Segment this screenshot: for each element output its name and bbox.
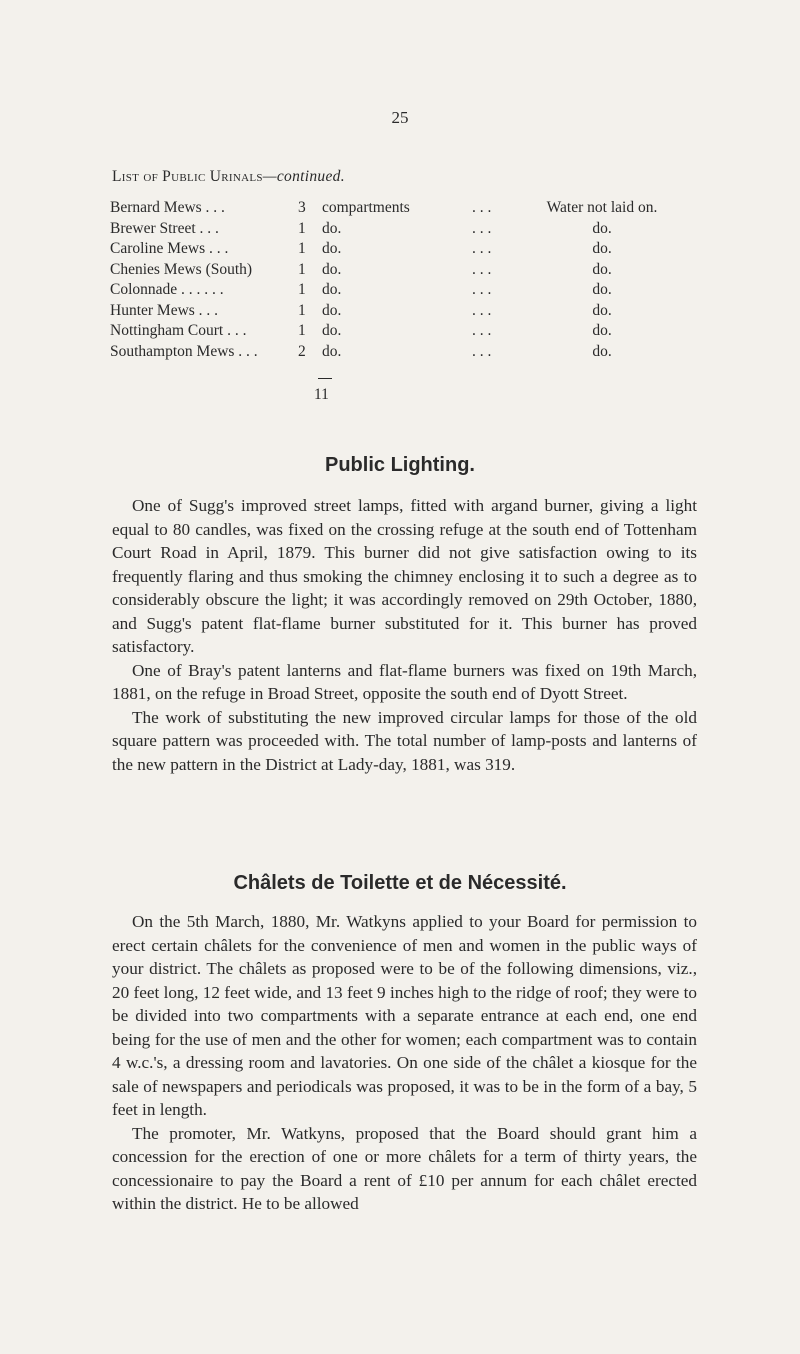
table-row bbox=[110, 219, 678, 240]
paragraph: On the 5th March, 1880, Mr. Watkyns applied to your Board for permission to erect certain châlets for the convenience of men and women in the public ways of your district. The châlets as proposed were to be of the following dimensions, viz., 20 feet long, 12 feet wide, and 13 feet 9 inches high to the ridge of roof; they were to be divided into two compartments with a separate entrance at each end, one end being for the use of men and the other for women; each compartment was to contain 4 w.c.'s, a dressing room and lavatories. On one side of the châlet a kiosque for the sale of newspapers and periodicals was proposed, it was to be in the form of a bay, 5 feet in length. bbox=[112, 912, 697, 1119]
public-lighting-heading: Public Lighting. bbox=[325, 454, 475, 476]
paragraph: The promoter, Mr. Watkyns, proposed that the Board should grant him a concession for the erection of one or more châlets for a term of thirty years, the concessionaire to pay the Board a rent of £10 per annum for each châlet erected within the district. He to be allowed bbox=[112, 1123, 697, 1213]
note-cell: do. bbox=[592, 301, 612, 319]
note-cell: do. bbox=[592, 342, 612, 360]
leader-dots: . . . bbox=[472, 240, 492, 258]
paragraph: One of Sugg's improved street lamps, fitted with argand burner, giving a light equal to 80 candles, was fixed on the crossing refuge at the south end of Tottenham Court Road in April, 1879. This burner did not give satisfaction owing to its frequently flaring and thus smoking the chimney enclosing it to such a degree as to considerably obscure the light; it was accordingly removed on 29th October, 1880, and Sugg's patent flat-flame burner substituted for it. This burner has proved satisfactory. bbox=[112, 496, 697, 656]
count-cell: 3 bbox=[298, 199, 306, 217]
count-cell: 2 bbox=[298, 342, 306, 360]
note-cell: do. bbox=[592, 219, 612, 237]
chalets-section bbox=[112, 910, 697, 1216]
location-cell: Bernard Mews . . . bbox=[110, 199, 225, 217]
leader-dots: . . . bbox=[472, 322, 492, 340]
total-rule bbox=[318, 378, 332, 379]
note-cell: do. bbox=[592, 260, 612, 278]
public-lighting-section bbox=[112, 494, 697, 776]
paragraph: One of Bray's patent lanterns and flat-flame burners was fixed on 19th March, 1881, on the refuge in Broad Street, opposite the south end of Dyott Street. bbox=[112, 660, 697, 703]
paragraph: The work of substituting the new improved circular lamps for those of the old square pattern was proceeded with. The total number of lamp-posts and lanterns of the new pattern in the District at Lady-day, 1881, was 319. bbox=[112, 707, 697, 774]
note-cell: do. bbox=[592, 240, 612, 258]
type-cell: do. bbox=[322, 301, 342, 319]
note-cell: do. bbox=[592, 322, 612, 340]
count-cell: 1 bbox=[298, 219, 306, 237]
type-cell: compartments bbox=[322, 199, 410, 217]
urinals-table bbox=[110, 198, 678, 362]
list-heading-title: List of Public Urinals bbox=[112, 168, 263, 185]
table-row bbox=[110, 198, 678, 219]
table-row bbox=[110, 342, 678, 363]
table-row bbox=[110, 280, 678, 301]
type-cell: do. bbox=[322, 342, 342, 360]
type-cell: do. bbox=[322, 322, 342, 340]
location-cell: Hunter Mews . . . bbox=[110, 301, 219, 319]
count-cell: 1 bbox=[298, 240, 306, 258]
leader-dots: . . . bbox=[472, 342, 492, 360]
count-cell: 1 bbox=[298, 301, 306, 319]
location-cell: Southampton Mews . . . bbox=[110, 342, 258, 360]
table-row bbox=[110, 239, 678, 260]
note-cell: Water not laid on. bbox=[546, 199, 658, 217]
count-cell: 1 bbox=[298, 260, 306, 278]
page-number: 25 bbox=[391, 108, 409, 127]
list-heading bbox=[112, 168, 345, 186]
location-cell: Colonnade . . . . . . bbox=[110, 281, 224, 299]
table-row bbox=[110, 301, 678, 322]
location-cell: Nottingham Court . . . bbox=[110, 322, 247, 340]
leader-dots: . . . bbox=[472, 260, 492, 278]
table-row bbox=[110, 321, 678, 342]
type-cell: do. bbox=[322, 240, 342, 258]
leader-dots: . . . bbox=[472, 219, 492, 237]
leader-dots: . . . bbox=[472, 281, 492, 299]
note-cell: do. bbox=[592, 281, 612, 299]
chalets-heading: Châlets de Toilette et de Nécessité. bbox=[233, 872, 567, 894]
type-cell: do. bbox=[322, 260, 342, 278]
location-cell: Caroline Mews . . . bbox=[110, 240, 229, 258]
list-heading-continued: —continued. bbox=[262, 168, 345, 185]
urinals-total: 11 bbox=[314, 386, 329, 403]
location-cell: Brewer Street . . . bbox=[110, 219, 219, 237]
leader-dots: . . . bbox=[472, 301, 492, 319]
location-cell: Chenies Mews (South) bbox=[110, 260, 253, 278]
count-cell: 1 bbox=[298, 281, 306, 299]
leader-dots: . . . bbox=[472, 199, 492, 217]
count-cell: 1 bbox=[298, 322, 306, 340]
type-cell: do. bbox=[322, 281, 342, 299]
table-row bbox=[110, 260, 678, 281]
type-cell: do. bbox=[322, 219, 342, 237]
